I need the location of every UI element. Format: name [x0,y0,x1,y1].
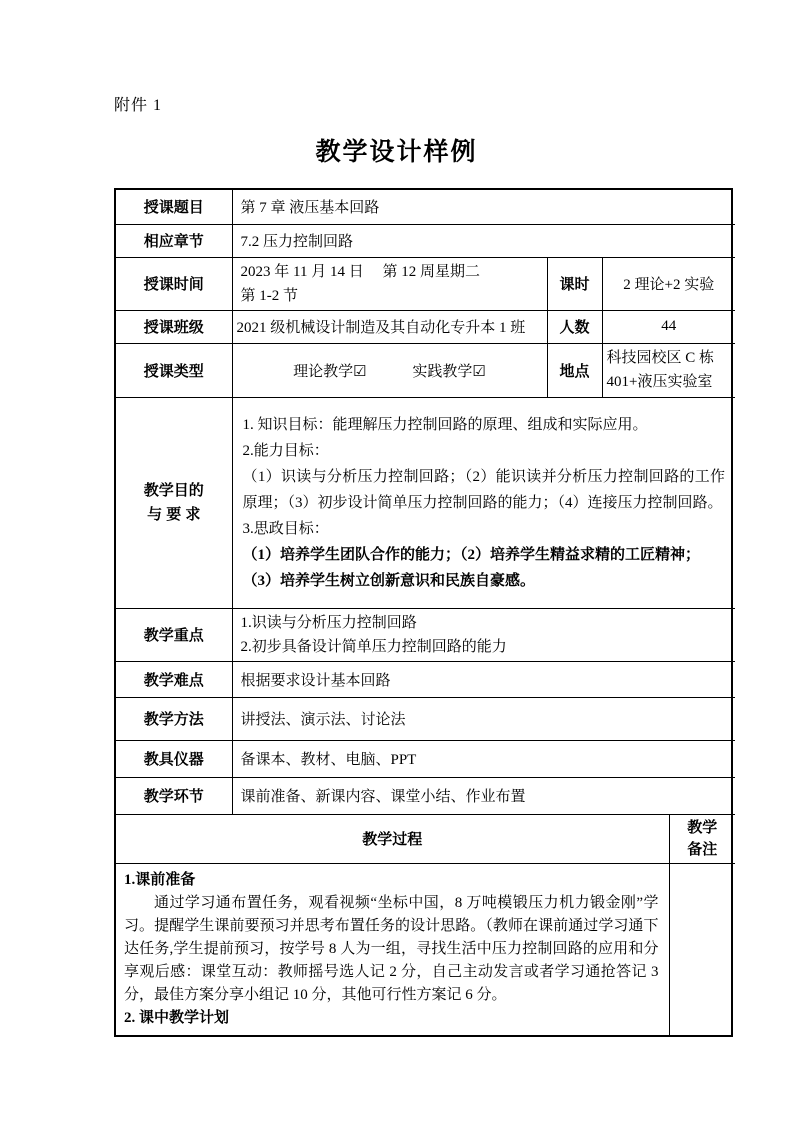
objective-line: 1. 知识目标：能理解压力控制回路的原理、组成和实际应用。 [242,416,648,433]
theory-check-item [293,360,366,381]
location-line1: 科技园校区 C 栋 [606,350,715,366]
objectives-label [116,397,232,608]
process-section1-body: 通过学习通布置任务，观看视频“坐标中国，8 万吨模锻压力机力锻金刚”学习。提醒学生课前要预习并思考布置任务的设计思路。（教师在课前通过学习通下达任务,学生提前预习，按学号 8 人为一组，寻找生活中压力控制回路的应用和分享观后感：课堂互动：教师摇号选人记 2 分，自己主动发言或者学习通抢答记 3 分，最佳方案分享小组记 10 分，其他可行性方案记 6 分。 [124,894,659,1003]
checkbox-checked-icon: ☑ [353,363,367,380]
lesson-plan-table [114,188,733,1037]
time-label: 授课时间 [116,257,232,310]
row-objectives [116,397,735,608]
class-label: 授课班级 [116,310,232,343]
row-topic [116,190,735,224]
focus-value [232,608,735,661]
row-stages [116,777,735,814]
topic-value: 第 7 章 液压基本回路 [232,190,735,224]
location-value [602,343,735,397]
stages-label: 教学环节 [116,777,232,814]
page-title: 教学设计样例 [315,138,478,166]
stages-value: 课前准备、新课内容、课堂小结、作业布置 [232,777,735,814]
time-value [232,257,547,310]
location-line2: 401+液压实验室 [606,374,713,390]
difficulty-label: 教学难点 [116,661,232,697]
process-body [116,863,669,1035]
row-tools [116,740,735,777]
chapter-label: 相应章节 [116,224,232,257]
difficulty-value: 根据要求设计基本回路 [232,661,735,697]
objectives-label-line2: 与 要 求 [147,505,201,523]
class-value: 2021 级机械设计制造及其自动化专升本 1 班 [232,310,547,343]
process-section2-title: 2. 课中教学计划 [124,1009,230,1026]
hours-label: 课时 [547,257,602,310]
process-header: 教学过程 [116,815,669,864]
notes-header-line1: 教学 [687,818,718,836]
row-method [116,697,735,740]
row-difficulty [116,661,735,697]
tools-label: 教具仪器 [116,740,232,777]
time-value-line2: 第 1-2 节 [240,287,298,304]
focus-line2: 2.初步具备设计简单压力控制回路的能力 [240,638,507,655]
topic-label: 授课题目 [116,190,232,224]
hours-value: 2 理论+2 实验 [602,257,735,310]
objective-line: 2.能力目标： [242,442,329,459]
focus-label: 教学重点 [116,608,232,661]
count-label: 人数 [547,310,602,343]
row-process-header [116,815,735,864]
process-section1-title: 1.课前准备 [124,871,196,888]
type-label: 授课类型 [116,343,232,397]
method-label: 教学方法 [116,697,232,740]
row-class [116,310,735,343]
objective-line: 3.思政目标： [242,520,329,537]
practice-label: 实践教学 [412,363,473,380]
row-chapter [116,224,735,257]
row-time [116,257,735,310]
teaching-process-table [116,815,735,1035]
count-value: 44 [602,310,735,343]
objective-line-bold: （1）培养学生团队合作的能力；（2）培养学生精益求精的工匠精神； [242,546,701,563]
theory-label: 理论教学 [293,363,354,380]
method-value: 讲授法、演示法、讨论法 [232,697,735,740]
row-focus [116,608,735,661]
row-type [116,343,735,397]
objectives-value [232,397,735,608]
objective-line-bold: （3）培养学生树立创新意识和民族自豪感。 [242,572,536,589]
time-value-line1: 2023 年 11 月 14 日 第 12 周星期二 [240,263,480,280]
row-process-body [116,863,735,1035]
notes-cell-empty [669,863,735,1035]
checkbox-checked-icon: ☑ [472,363,486,380]
objective-line: （1）识读与分析压力控制回路；（2）能识读并分析压力控制回路的工作原理；（3）初步设计简单压力控制回路的能力；（4）连接压力控制回路。 [242,468,726,511]
tools-value: 备课本、教材、电脑、PPT [232,740,735,777]
course-info-table [116,190,735,815]
objectives-label-line1: 教学目的 [143,481,204,499]
notes-header-line2: 备注 [687,840,718,858]
notes-header [669,815,735,864]
attachment-label: 附件 1 [114,97,163,114]
location-label: 地点 [547,343,602,397]
chapter-value: 7.2 压力控制回路 [232,224,735,257]
focus-line1: 1.识读与分析压力控制回路 [240,614,417,631]
type-value [232,343,547,397]
practice-check-item [412,360,485,381]
